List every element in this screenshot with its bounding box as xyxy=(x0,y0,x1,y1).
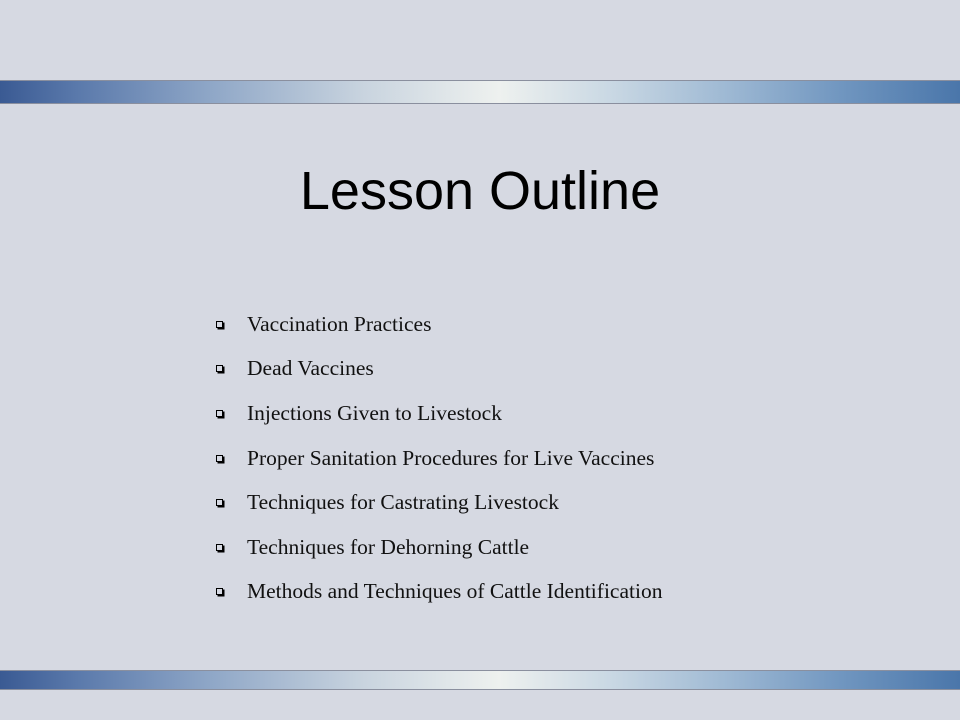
bullet-item-dead-vaccines xyxy=(214,347,662,392)
bullet-item-dehorning xyxy=(214,525,662,570)
bullet-text: Injections Given to Livestock xyxy=(247,400,502,425)
bullet-text: Techniques for Castrating Livestock xyxy=(247,490,559,515)
bullet-item-castrating xyxy=(214,480,662,525)
square-bullet-icon xyxy=(216,588,223,595)
square-bullet-icon xyxy=(216,410,223,417)
bullet-text: Techniques for Dehorning Cattle xyxy=(247,534,530,559)
bullet-text: Proper Sanitation Procedures for Live Vaccines xyxy=(247,445,655,470)
bullet-item-sanitation xyxy=(214,436,662,481)
square-bullet-icon xyxy=(216,455,223,462)
bullet-item-identification xyxy=(214,570,662,615)
square-bullet-icon xyxy=(216,321,223,328)
top-decorative-band xyxy=(0,80,960,104)
slide-title: Lesson Outline xyxy=(299,161,661,221)
bullet-text: Dead Vaccines xyxy=(247,356,374,381)
square-bullet-icon xyxy=(216,365,223,372)
bullet-text: Methods and Techniques of Cattle Identification xyxy=(247,579,663,604)
bullet-list xyxy=(214,302,662,614)
square-bullet-icon xyxy=(216,544,223,551)
bottom-decorative-band xyxy=(0,670,960,690)
bullet-item-injections xyxy=(214,391,662,436)
bullet-item-vaccination-practices xyxy=(214,302,662,347)
square-bullet-icon xyxy=(216,499,223,506)
bullet-text: Vaccination Practices xyxy=(247,311,432,336)
